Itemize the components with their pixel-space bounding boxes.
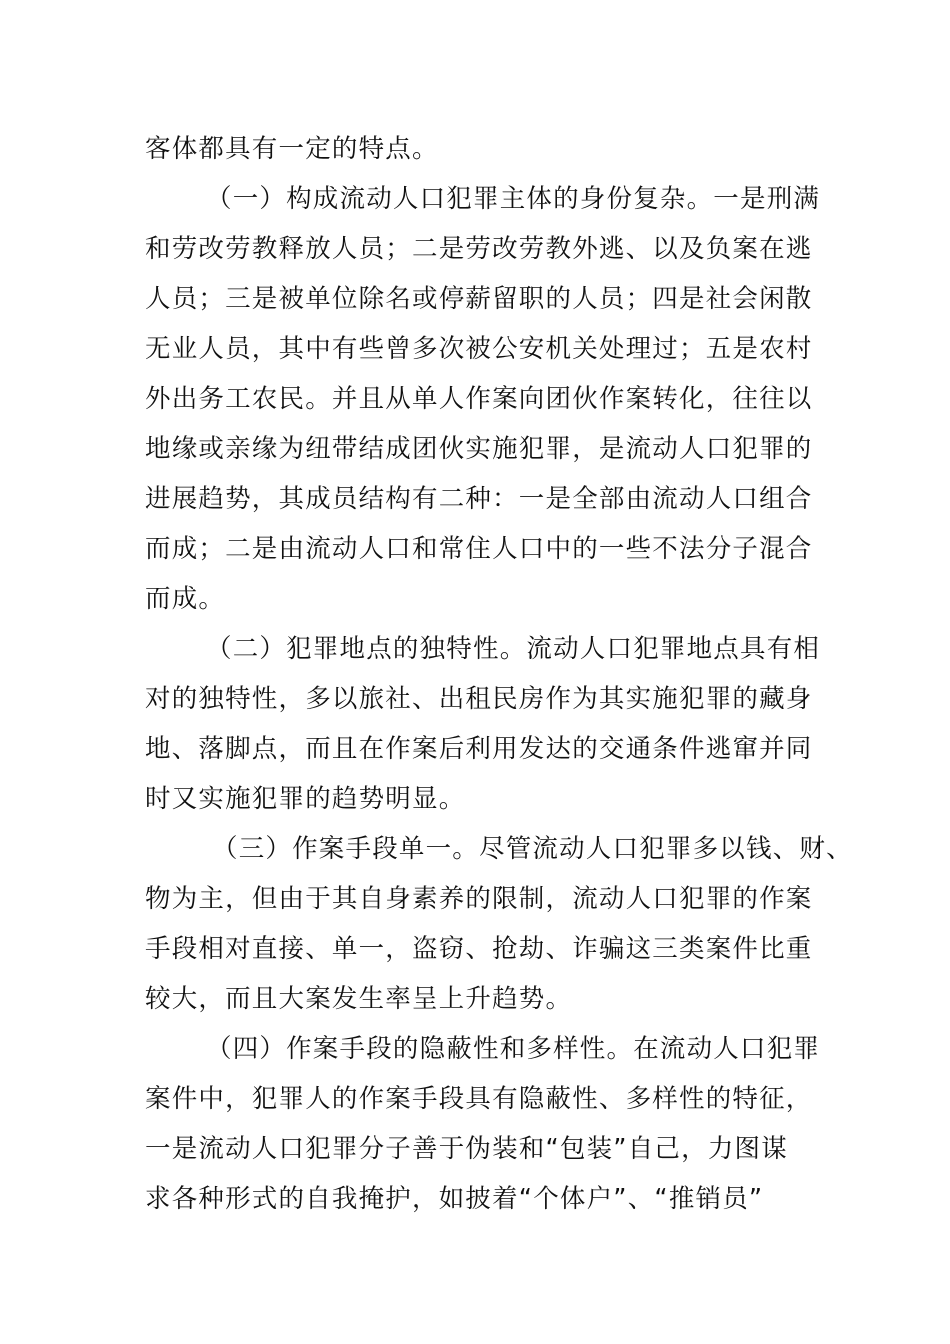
text-line: 对的独特性，多以旅社、出租民房作为其实施犯罪的藏身 [145,684,813,714]
text-line: 地缘或亲缘为纽带结成团伙实施犯罪，是流动人口犯罪的 [145,434,813,464]
text-line: 时又实施犯罪的趋势明显。 [145,784,466,814]
text-line: 案件中，犯罪人的作案手段具有隐蔽性、多样性的特征， [145,1084,813,1114]
text-line: 地、落脚点，而且在作案后利用发达的交通条件逃窜并同 [145,734,813,764]
text-line: 较大，而且大案发生率呈上升趋势。 [145,984,573,1014]
text-line: 而成。 [145,584,226,614]
text-line: 求各种形式的自我掩护，如披着“个体户”、“推销员” [145,1184,764,1214]
paragraph-heading-4: （四）作案手段的隐蔽性和多样性。在流动人口犯罪 [206,1034,821,1064]
paragraph-heading-1: （一）构成流动人口犯罪主体的身份复杂。一是刑满 [206,184,821,214]
text-line: 人员；三是被单位除名或停薪留职的人员；四是社会闲散 [145,284,813,314]
text-line: 进展趋势，其成员结构有二种：一是全部由流动人口组合 [145,484,813,514]
text-line: 外出务工农民。并且从单人作案向团伙作案转化，往往以 [145,384,813,414]
text-line: 和劳改劳教释放人员；二是劳改劳教外逃、以及负案在逃 [145,234,813,264]
text-line: 物为主，但由于其自身素养的限制，流动人口犯罪的作案 [145,884,813,914]
paragraph-heading-3: （三）作案手段单一。尽管流动人口犯罪多以钱、财、 [212,834,853,864]
text-line: 客体都具有一定的特点。 [145,134,439,164]
text-line: 一是流动人口犯罪分子善于伪装和“包装”自己，力图谋 [145,1134,788,1164]
text-line: 无业人员，其中有些曾多次被公安机关处理过；五是农村 [145,334,813,364]
text-line: 手段相对直接、单一，盗窃、抢劫、诈骗这三类案件比重 [145,934,813,964]
paragraph-heading-2: （二）犯罪地点的独特性。流动人口犯罪地点具有相 [206,634,821,664]
text-line: 而成；二是由流动人口和常住人口中的一些不法分子混合 [145,534,813,564]
